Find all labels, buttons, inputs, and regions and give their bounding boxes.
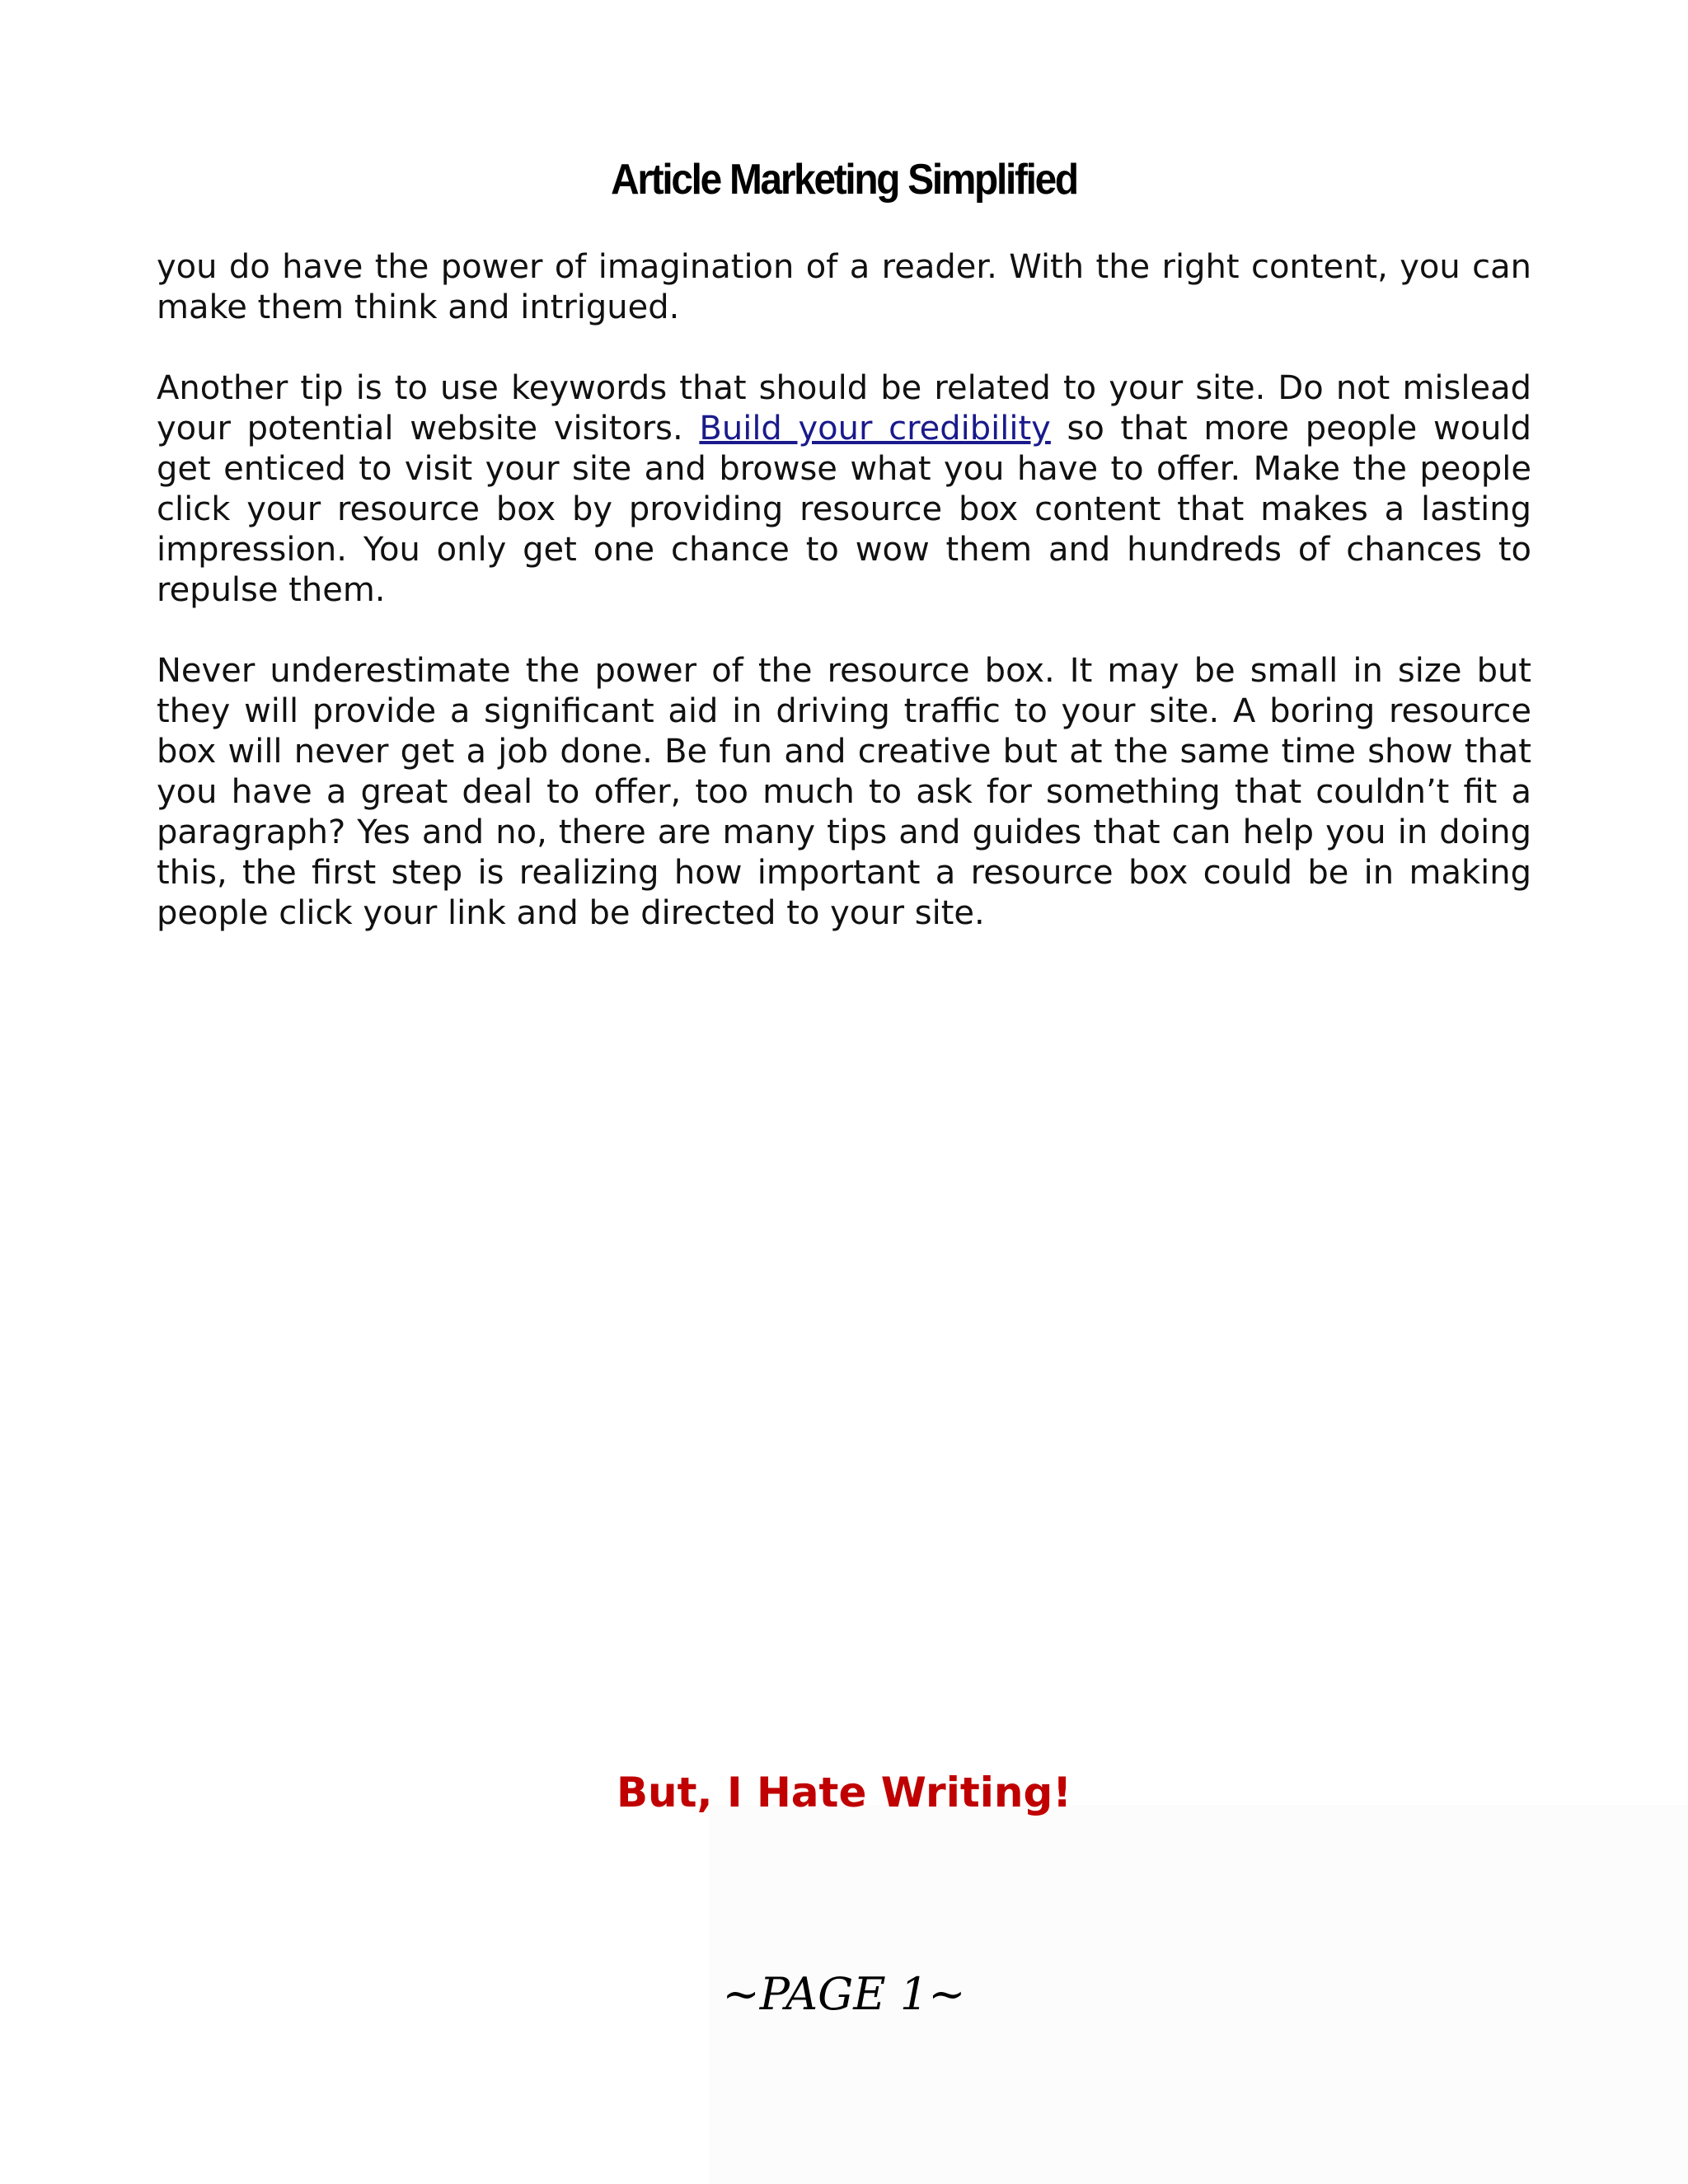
paragraph-2-text-start: Another tip is to use keywords that should be related to your site. Do not mislead your potential website visitors. bbox=[157, 369, 1531, 448]
paragraph-3: Never underestimate the power of the resource box. It may be small in size but they will provide a significant aid in driving traffic to your site. A boring resource box will never get a job done. Be fun and creative but at the same time show that you have a great deal to offer, too much to ask for something that couldn’t fit a paragraph? Yes and no, there are many tips and guides that can help you in doing this, the first step is realizing how important a resource box could be in making people click your link and be directed to your site. bbox=[157, 652, 1531, 932]
page-number: ~PAGE 1~ bbox=[722, 1968, 966, 2020]
page-header-title: Article Marketing Simplified bbox=[611, 156, 1077, 204]
paragraph-2 bbox=[157, 368, 1531, 611]
hate-writing-heading: But, I Hate Writing! bbox=[616, 1769, 1072, 1816]
build-credibility-link[interactable]: Build your credibility bbox=[699, 410, 1051, 448]
paragraph-1: you do have the power of imagination of a reader. With the right content, you can make them think and intrigued. bbox=[157, 248, 1531, 326]
article-body bbox=[157, 247, 1531, 974]
paragraph-2-text-end: so that more people would get enticed to visit your site and browse what you have to offer. Make the people click your resource box by providing resource box content that makes a lasting impression. You only get one chance to wow them and hundreds of chances to repulse them. bbox=[157, 410, 1531, 609]
